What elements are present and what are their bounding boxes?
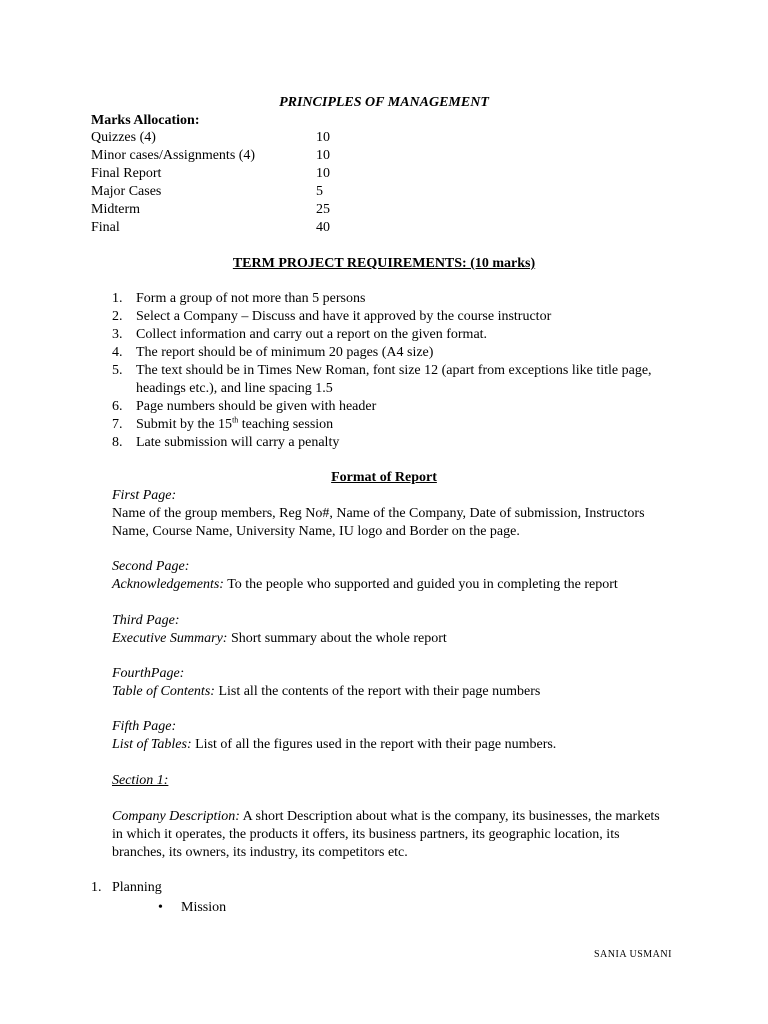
fourth-page-text: List all the contents of the report with their page numbers bbox=[214, 684, 541, 699]
planning-label: Planning bbox=[112, 880, 162, 895]
third-page-section bbox=[112, 612, 672, 648]
fifth-page-label: Fifth Page: bbox=[112, 719, 177, 734]
list-item-number: 7. bbox=[112, 417, 123, 432]
marks-value: 10 bbox=[316, 166, 330, 181]
fifth-page-text: List of all the figures used in the report with their page numbers. bbox=[191, 737, 557, 752]
fifth-page-content bbox=[112, 736, 672, 754]
list-item-text: Form a group of not more than 5 persons bbox=[136, 291, 366, 306]
list-of-tables-label: List of Tables: bbox=[112, 737, 192, 752]
marks-allocation-heading: Marks Allocation: bbox=[91, 113, 200, 128]
table-of-contents-label: Table of Contents: bbox=[112, 684, 215, 699]
first-page-label: First Page: bbox=[112, 488, 177, 503]
list-item bbox=[112, 398, 672, 416]
list-item bbox=[112, 344, 672, 362]
list-item-number: 6. bbox=[112, 399, 123, 414]
marks-row bbox=[91, 147, 351, 165]
marks-label: Midterm bbox=[91, 202, 140, 217]
executive-summary-label: Executive Summary: bbox=[112, 631, 228, 646]
marks-label: Final bbox=[91, 220, 120, 235]
planning-item bbox=[91, 879, 162, 897]
list-item-number: 8. bbox=[112, 435, 123, 450]
acknowledgements-label: Acknowledgements: bbox=[112, 577, 224, 592]
marks-label: Minor cases/Assignments (4) bbox=[91, 148, 256, 163]
third-page-label: Third Page: bbox=[112, 613, 180, 628]
third-page-text: Short summary about the whole report bbox=[227, 631, 447, 646]
list-item bbox=[112, 308, 672, 326]
first-page-text: Name of the group members, Reg No#, Name of the Company, Date of submission, Instructors Name, Course Name, University Name, IU logo and Border on the page. bbox=[112, 506, 645, 539]
marks-label: Quizzes (4) bbox=[91, 130, 156, 145]
section-1-heading: Section 1: bbox=[112, 773, 169, 788]
company-description-text: A short Description about what is the company, its businesses, the markets in which it operates, the products it offers, its business partners, its geographic location, its branches, its owners, its industry, its competitors etc. bbox=[112, 809, 660, 860]
marks-value: 5 bbox=[316, 184, 323, 199]
marks-allocation-table bbox=[91, 129, 351, 237]
fourth-page-content bbox=[112, 683, 672, 701]
marks-label: Major Cases bbox=[91, 184, 162, 199]
marks-row bbox=[91, 219, 351, 237]
marks-row bbox=[91, 183, 351, 201]
footer-author: SANIA USMANI bbox=[594, 949, 672, 960]
list-item-number: 1. bbox=[112, 291, 123, 306]
first-page-section bbox=[112, 487, 672, 541]
list-item-text bbox=[136, 416, 672, 434]
fourth-page-label: FourthPage: bbox=[112, 666, 185, 681]
fourth-page-section bbox=[112, 665, 672, 701]
requirements-list bbox=[112, 290, 672, 452]
list-item bbox=[112, 290, 672, 308]
term-project-heading: TERM PROJECT REQUIREMENTS: (10 marks) bbox=[232, 256, 536, 271]
second-page-label: Second Page: bbox=[112, 559, 190, 574]
fifth-page-section bbox=[112, 718, 672, 754]
list-item bbox=[112, 416, 672, 434]
marks-row bbox=[91, 129, 351, 147]
list-item-number: 2. bbox=[112, 309, 123, 324]
marks-value: 10 bbox=[316, 148, 330, 163]
marks-value: 40 bbox=[316, 220, 330, 235]
list-item-text: Select a Company – Discuss and have it approved by the course instructor bbox=[136, 309, 552, 324]
marks-value: 25 bbox=[316, 202, 330, 217]
list-item bbox=[112, 326, 672, 344]
mission-label: Mission bbox=[181, 900, 227, 915]
list-item-text-after: teaching session bbox=[238, 417, 334, 432]
list-item-number: 5. bbox=[112, 363, 123, 378]
marks-row bbox=[91, 165, 351, 183]
format-heading: Format of Report bbox=[331, 470, 437, 485]
marks-row bbox=[91, 201, 351, 219]
section-1-label bbox=[112, 772, 672, 790]
second-page-section bbox=[112, 558, 672, 594]
company-description bbox=[112, 808, 672, 862]
list-item-text-before: Submit by the 15 bbox=[136, 417, 233, 432]
list-item-text: Late submission will carry a penalty bbox=[136, 435, 340, 450]
list-item-number: 3. bbox=[112, 327, 123, 342]
marks-value: 10 bbox=[316, 130, 330, 145]
document-title: PRINCIPLES OF MANAGEMENT bbox=[279, 95, 489, 110]
list-item-number: 4. bbox=[112, 345, 123, 360]
planning-number: 1. bbox=[91, 880, 102, 895]
second-page-content bbox=[112, 576, 672, 594]
list-item bbox=[112, 362, 672, 398]
list-item-text: Page numbers should be given with header bbox=[136, 399, 377, 414]
second-page-text: To the people who supported and guided you in completing the report bbox=[223, 577, 618, 592]
list-item-text: The text should be in Times New Roman, font size 12 (apart from exceptions like title page, headings etc.), and line spacing 1.5 bbox=[136, 363, 652, 396]
list-item-text: Collect information and carry out a report on the given format. bbox=[136, 327, 488, 342]
list-item-text: The report should be of minimum 20 pages (A4 size) bbox=[136, 345, 434, 360]
marks-label: Final Report bbox=[91, 166, 162, 181]
company-description-label: Company Description: bbox=[112, 809, 240, 824]
bullet-icon: • bbox=[158, 900, 163, 915]
ordinal-superscript: th bbox=[232, 415, 239, 425]
list-item bbox=[112, 434, 672, 452]
mission-bullet bbox=[158, 899, 226, 917]
third-page-content bbox=[112, 630, 672, 648]
